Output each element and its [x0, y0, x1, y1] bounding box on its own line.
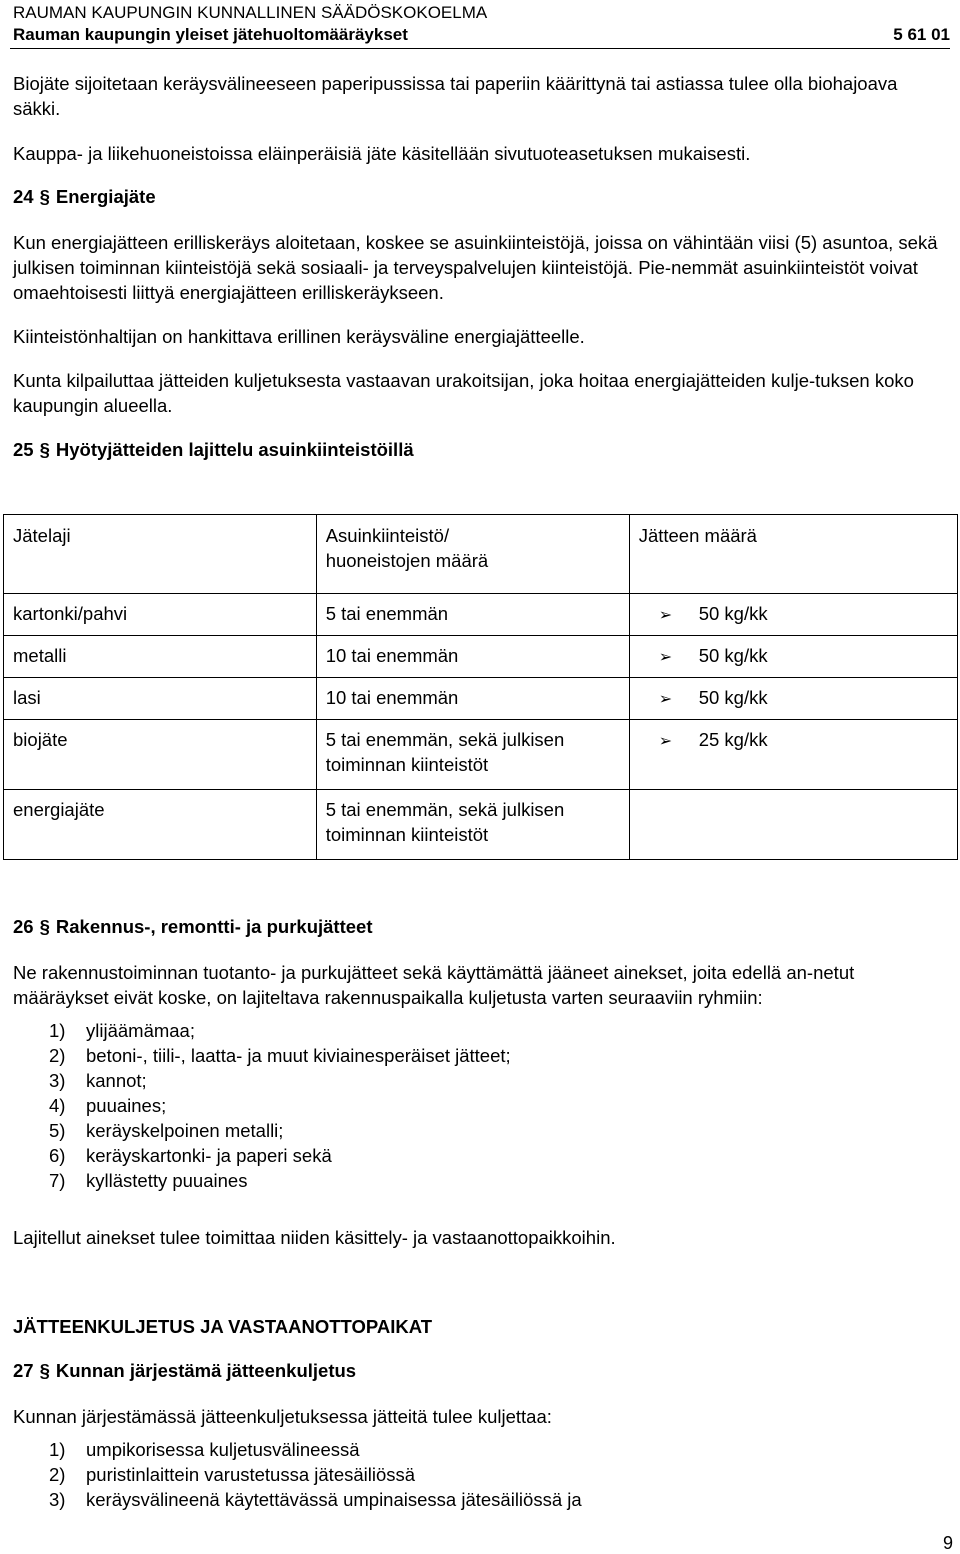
table-cell-waste-type: energiajäte [4, 790, 317, 860]
header-doc-title: Rauman kaupungin yleiset jätehuoltomääräykset [13, 25, 408, 44]
table-cell-apartments: 10 tai enemmän [316, 678, 629, 720]
section-26-number: 26 [13, 916, 34, 937]
list-item: 7) kyllästetty puuaines [49, 1170, 248, 1191]
list-item: 6) keräyskartonki- ja paperi sekä [49, 1145, 332, 1166]
section-25-heading [13, 437, 414, 462]
table-cell-apartments: 5 tai enemmän, sekä julkisen toiminnan kiinteistöt [316, 790, 629, 860]
list-item: 3) kannot; [49, 1070, 147, 1091]
table-cell-apartments: 5 tai enemmän [316, 594, 629, 636]
section-25-number: 25 [13, 439, 34, 460]
section-24-number: 24 [13, 186, 34, 207]
header-org: RAUMAN KAUPUNGIN KUNNALLINEN SÄÄDÖSKOKOELMA [13, 3, 488, 22]
table-row [4, 720, 958, 790]
section-27-paragraph: Kunnan järjestämässä jätteenkuljetuksessa jätteitä tulee kuljettaa: [13, 1406, 552, 1427]
table-cell-amount [629, 678, 957, 720]
intro-paragraph-2: Kauppa- ja liikehuoneistoissa eläinperäisiä jäte käsitellään sivutuoteasetuksen mukaisesti. [13, 143, 751, 164]
header-doc-line [13, 24, 950, 46]
arrow-bullet-icon: ➢ [658, 649, 673, 666]
table-cell-apartments: 10 tai enemmän [316, 636, 629, 678]
table-cell-waste-type: biojäte [4, 720, 317, 790]
arrow-bullet-icon: ➢ [658, 733, 673, 750]
table-cell-amount [629, 594, 957, 636]
table-header-cell: Jätteen määrä [629, 515, 957, 594]
table-cell-amount [629, 636, 957, 678]
header-doc-code: 5 61 01 [893, 25, 950, 44]
page-header [13, 2, 950, 46]
table-cell-waste-type: lasi [4, 678, 317, 720]
list-item: 5) keräyskelpoinen metalli; [49, 1120, 284, 1141]
chapter-heading: JÄTTEENKULJETUS JA VASTAANOTTOPAIKAT [13, 1316, 433, 1337]
table-header-row [4, 515, 958, 594]
page-number: 9 [942, 1533, 953, 1553]
intro-paragraph-1: Biojäte sijoitetaan keräysvälineeseen paperipussissa tai paperiin käärittynä tai astiassa tulee olla biohajoava säkki. [13, 73, 898, 119]
section-26-closing: Lajitellut ainekset tulee toimittaa niiden käsittely- ja vastaanottopaikkoihin. [13, 1227, 616, 1248]
amount-value: 50 kg/kk [698, 687, 768, 708]
section-27-list [13, 1437, 582, 1512]
section-26-title: Rakennus-, remontti- ja purkujätteet [55, 916, 373, 937]
section-24-paragraph-2: Kiinteistönhaltijan on hankittava erillinen keräysväline energiajätteelle. [13, 326, 585, 347]
list-item: 3) keräysvälineenä käytettävässä umpinaisessa jätesäiliössä ja [49, 1489, 582, 1510]
section-symbol: § [39, 1360, 50, 1381]
table-row [4, 636, 958, 678]
list-item: 2) puristinlaittein varustetussa jätesäiliössä [49, 1464, 416, 1485]
amount-value: 25 kg/kk [698, 729, 768, 750]
arrow-bullet-icon: ➢ [658, 691, 673, 708]
section-27-heading [13, 1358, 356, 1383]
section-symbol: § [39, 439, 50, 460]
section-27-title: Kunnan järjestämä jätteenkuljetus [55, 1360, 357, 1381]
amount-value: 50 kg/kk [698, 603, 768, 624]
section-25-title: Hyötyjätteiden lajittelu asuinkiinteistöillä [55, 439, 414, 460]
table-cell-waste-type: kartonki/pahvi [4, 594, 317, 636]
header-rule [10, 48, 950, 49]
list-item: 1) umpikorisessa kuljetusvälineessä [49, 1439, 360, 1460]
section-26-heading [13, 914, 372, 939]
section-24-title: Energiajäte [55, 186, 156, 207]
section-symbol: § [39, 916, 50, 937]
arrow-bullet-icon: ➢ [658, 607, 673, 624]
table-cell-amount [629, 720, 957, 790]
list-item: 1) ylijäämämaa; [49, 1020, 195, 1041]
table-row [4, 790, 958, 860]
table-cell-amount [629, 790, 957, 860]
table-row [4, 678, 958, 720]
table-header-cell: Jätelaji [4, 515, 317, 594]
table-cell-apartments: 5 tai enemmän, sekä julkisen toiminnan kiinteistöt [316, 720, 629, 790]
table-header-cell: Asuinkiinteistö/ huoneistojen määrä [316, 515, 629, 594]
waste-sorting-table [3, 514, 958, 860]
amount-value: 50 kg/kk [698, 645, 768, 666]
section-24-paragraph-1: Kun energiajätteen erilliskeräys aloitetaan, koskee se asuinkiinteistöjä, joissa on vähintään viisi (5) asuntoa, sekä julkisen toiminnan kiinteistöjä sekä sosiaali- ja terveyspalvelujen kiinteistöjä. Pie-nemmät asuinkiinteistöt voivat omaehtoisesti liittyä energiajätteen erilliskeräykseen. [13, 232, 938, 303]
table-row [4, 594, 958, 636]
section-symbol: § [39, 186, 50, 207]
list-item: 2) betoni-, tiili-, laatta- ja muut kiviainesperäiset jätteet; [49, 1045, 511, 1066]
section-26-list [13, 1018, 511, 1193]
section-26-paragraph: Ne rakennustoiminnan tuotanto- ja purkujätteet sekä käyttämättä jääneet ainekset, joita edellä an-netut määräykset eivät koske, on lajiteltava rakennuspaikalla kuljetusta varten seuraaviin ryhmiin: [13, 962, 855, 1008]
section-24-paragraph-3: Kunta kilpailuttaa jätteiden kuljetuksesta vastaavan urakoitsijan, joka hoitaa energiajätteiden kulje-tuksen koko kaupungin alueella. [13, 370, 914, 416]
section-24-heading [13, 184, 156, 209]
table-cell-waste-type: metalli [4, 636, 317, 678]
list-item: 4) puuaines; [49, 1095, 167, 1116]
section-27-number: 27 [13, 1360, 34, 1381]
